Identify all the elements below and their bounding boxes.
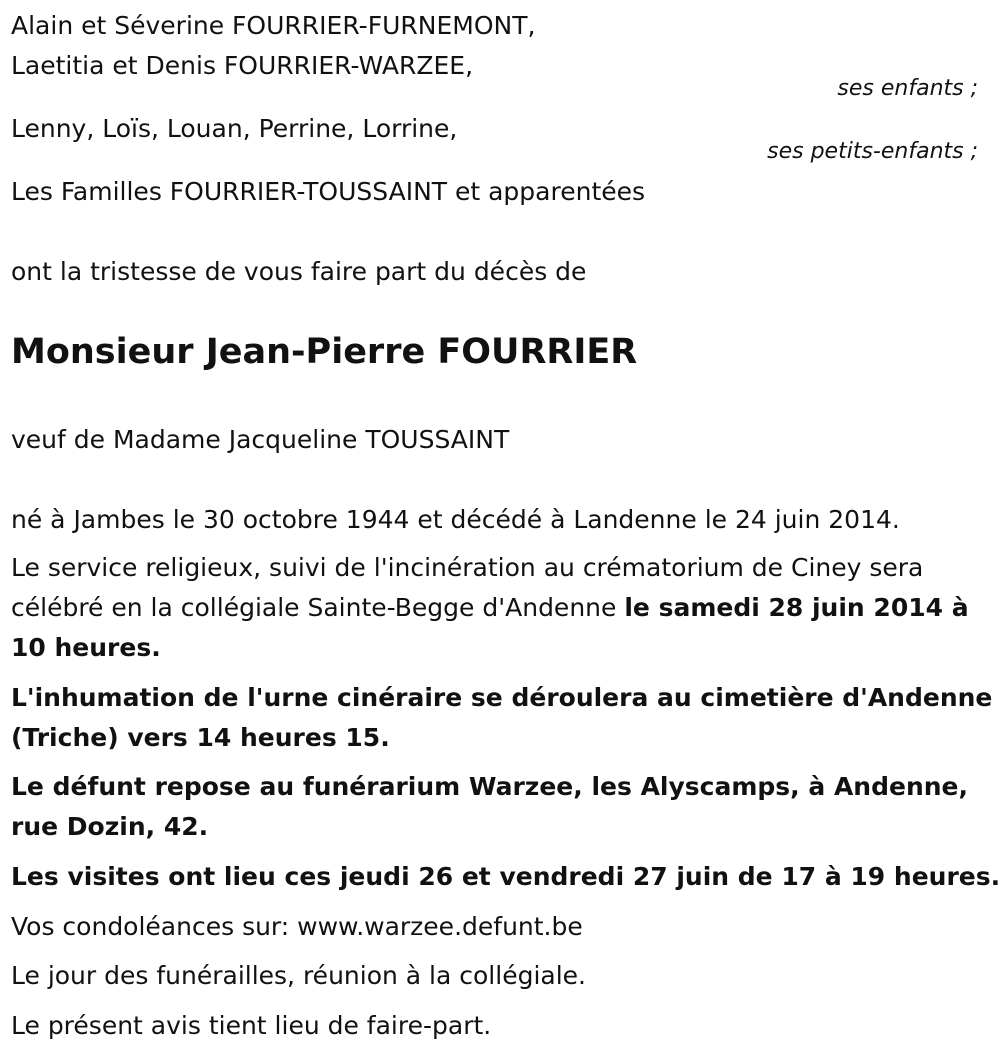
service-time: 10 heures. [11,633,161,662]
children-label: ses enfants ; [837,76,978,101]
service-date: le samedi 28 juin 2014 à [624,593,969,622]
notice-text: Le présent avis tient lieu de faire-part. [11,1011,492,1040]
family-line-children-2: Laetitia et Denis FOURRIER-WARZEE, [11,51,474,80]
widower-text: veuf de Madame Jacqueline TOUSSAINT [11,425,510,454]
funerarium-line-2: rue Dozin, 42. [11,812,209,841]
family-line-children-1: Alain et Séverine FOURRIER-FURNEMONT, [11,11,536,40]
family-line-grandchildren: Lenny, Loïs, Louan, Perrine, Lorrine, [11,114,458,143]
deceased-name: Monsieur Jean-Pierre FOURRIER [11,332,638,372]
inhumation-line-2: (Triche) vers 14 heures 15. [11,723,390,752]
reunion-text: Le jour des funérailles, réunion à la collégiale. [11,961,586,990]
grandchildren-label: ses petits-enfants ; [767,139,978,164]
inhumation-line-1: L'inhumation de l'urne cinéraire se déroulera au cimetière d'Andenne [11,683,993,712]
birth-death-text: né à Jambes le 30 octobre 1944 et décédé à Landenne le 24 juin 2014. [11,505,900,534]
condolences-text: Vos condoléances sur: www.warzee.defunt.be [11,912,583,941]
service-location: célébré en la collégiale Sainte-Begge d'Andenne [11,593,625,622]
family-line-relatives: Les Familles FOURRIER-TOUSSAINT et apparentées [11,177,646,206]
visits-text: Les visites ont lieu ces jeudi 26 et vendredi 27 juin de 17 à 19 heures. [11,862,1000,891]
announcement-text: ont la tristesse de vous faire part du décès de [11,257,587,286]
funerarium-line-1: Le défunt repose au funérarium Warzee, les Alyscamps, à Andenne, [11,772,968,801]
service-line-1: Le service religieux, suivi de l'incinération au crématorium de Ciney sera [11,553,924,582]
service-line-2 [11,588,980,628]
